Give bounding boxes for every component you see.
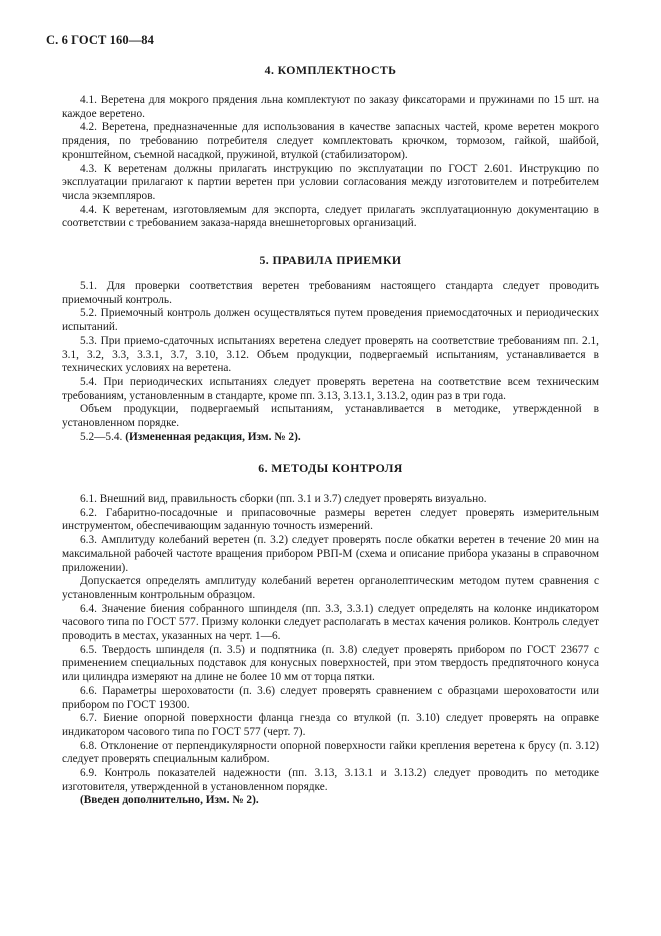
section-4-body <box>62 94 599 231</box>
paragraph-6-5: 6.5. Твердость шпинделя (п. 3.5) и подпятника (п. 3.8) следует проверять прибором по ГОСТ 23677 с применением специальных подставок для конусных поверхностей, при этом твердость предпяточного конуса или цилиндра измеряют на длине не более 10 мм от торца пятки. <box>62 643 599 684</box>
paragraph-5-volume: Объем продукции, подвергаемый испытаниям, устанавливается в методике, утвержденной в установленном порядке. <box>62 403 599 430</box>
amendment-mark-5: (Измененная редакция, Изм. № 2). <box>125 430 301 443</box>
section-title-6: 6. МЕТОДЫ КОНТРОЛЯ <box>258 461 403 475</box>
section-title-4: 4. КОМПЛЕКТНОСТЬ <box>264 63 397 77</box>
amendment-note-6: (Введен дополнительно, Изм. № 2). <box>80 794 259 807</box>
paragraph-4-3: 4.3. К веретенам должны прилагать инструкцию по эксплуатации по ГОСТ 2.601. Инструкцию по эксплуатации прилагают к партии веретен при условии согласования между изготовителем и потребителем числа экземпляров. <box>62 162 599 202</box>
paragraph-6-3: 6.3. Амплитуду колебаний веретен (п. 3.2) следует проверять после обкатки веретен в течение 20 мин на максимальной рабочей частоте вращения прибором РВП-М (схема и описание прибора указаны в справочном приложении). <box>62 534 599 574</box>
section-title-5: 5. ПРАВИЛА ПРИЕМКИ <box>259 253 402 267</box>
paragraph-6-3-note: Допускается определять амплитуду колебаний веретен органолептическим методом путем сравнения с установленным контрольным образцом. <box>62 575 599 601</box>
paragraph-4-1: 4.1. Веретена для мокрого прядения льна комплектуют по заказу фиксаторами и пружинами по 15 шт. на каждое веретено. <box>62 94 599 120</box>
paragraph-6-7: 6.7. Биение опорной поверхности фланца гнезда со втулкой (п. 3.10) следует проверять на оправке индикатором часового типа по ГОСТ 577 (черт. 7). <box>62 712 599 738</box>
section-6-body <box>62 493 599 808</box>
paragraph-6-8: 6.8. Отклонение от перпендикулярности опорной поверхности гайки крепления веретена к брусу (п. 3.12) следует проверять специальным калибром. <box>62 739 599 766</box>
paragraph-6-2: 6.2. Габаритно-посадочные и припасовочные размеры веретен следует проверять измерительным инструментом, обеспечивающим заданную точность измерений. <box>62 506 599 533</box>
amendment-note-5 <box>62 431 599 445</box>
paragraph-6-4: 6.4. Значение биения собранного шпинделя (пп. 3.3, 3.3.1) следует определять на колонке индикатором часового типа по ГОСТ 577. Призму колонки следует располагать в местах качения роликов. Контроль следует проводить в местах, указанных на черт. 1—6. <box>62 602 599 643</box>
paragraph-5-3: 5.3. При приемо-сдаточных испытаниях веретена следует проверять на соответствие требованиям пп. 2.1, 3.1, 3.2, 3.3, 3.3.1, 3.7, 3.10, 3.12. Объем продукции, подвергаемый испытаниям, устанавливается в технических условиях на веретена. <box>62 334 599 375</box>
paragraph-5-1: 5.1. Для проверки соответствия веретен требованиям настоящего стандарта следует проводить приемочный контроль. <box>62 280 599 306</box>
paragraph-5-4: 5.4. При периодических испытаниях следует проверять веретена на соответствие всем техническим требованиям, установленным в стандарте, кроме пп. 3.13, 3.13.1, 3.13.2, один раз в три года. <box>62 375 599 402</box>
amendment-prefix-5: 5.2—5.4. <box>80 430 126 443</box>
page-header: С. 6 ГОСТ 160—84 <box>46 33 155 47</box>
paragraph-5-2: 5.2. Приемочный контроль должен осуществляться путем проведения приемосдаточных и периодических испытаний. <box>62 307 599 334</box>
paragraph-4-4: 4.4. К веретенам, изготовляемым для экспорта, следует прилагать эксплуатационную документацию в соответствии с требованием заказа-наряда внешнеторговых организаций. <box>62 203 599 230</box>
section-5-body <box>62 280 599 444</box>
paragraph-6-6: 6.6. Параметры шероховатости (п. 3.6) следует проверять сравнением с образцами шероховатости или прибором по ГОСТ 19300. <box>62 684 599 711</box>
paragraph-6-1: 6.1. Внешний вид, правильность сборки (пп. 3.1 и 3.7) следует проверять визуально. <box>80 493 487 505</box>
paragraph-6-9: 6.9. Контроль показателей надежности (пп. 3.13, 3.13.1 и 3.13.2) следует проводить по методике изготовителя, утвержденной в установленном порядке. <box>62 767 599 793</box>
paragraph-4-2: 4.2. Веретена, предназначенные для использования в качестве запасных частей, кроме веретен мокрого прядения, по требованию потребителя следует комплектовать крючком, тормозом, гайкой, шайбой, кронштейном, съемной насадкой, пружиной, втулкой (стабилизатором). <box>62 121 599 161</box>
